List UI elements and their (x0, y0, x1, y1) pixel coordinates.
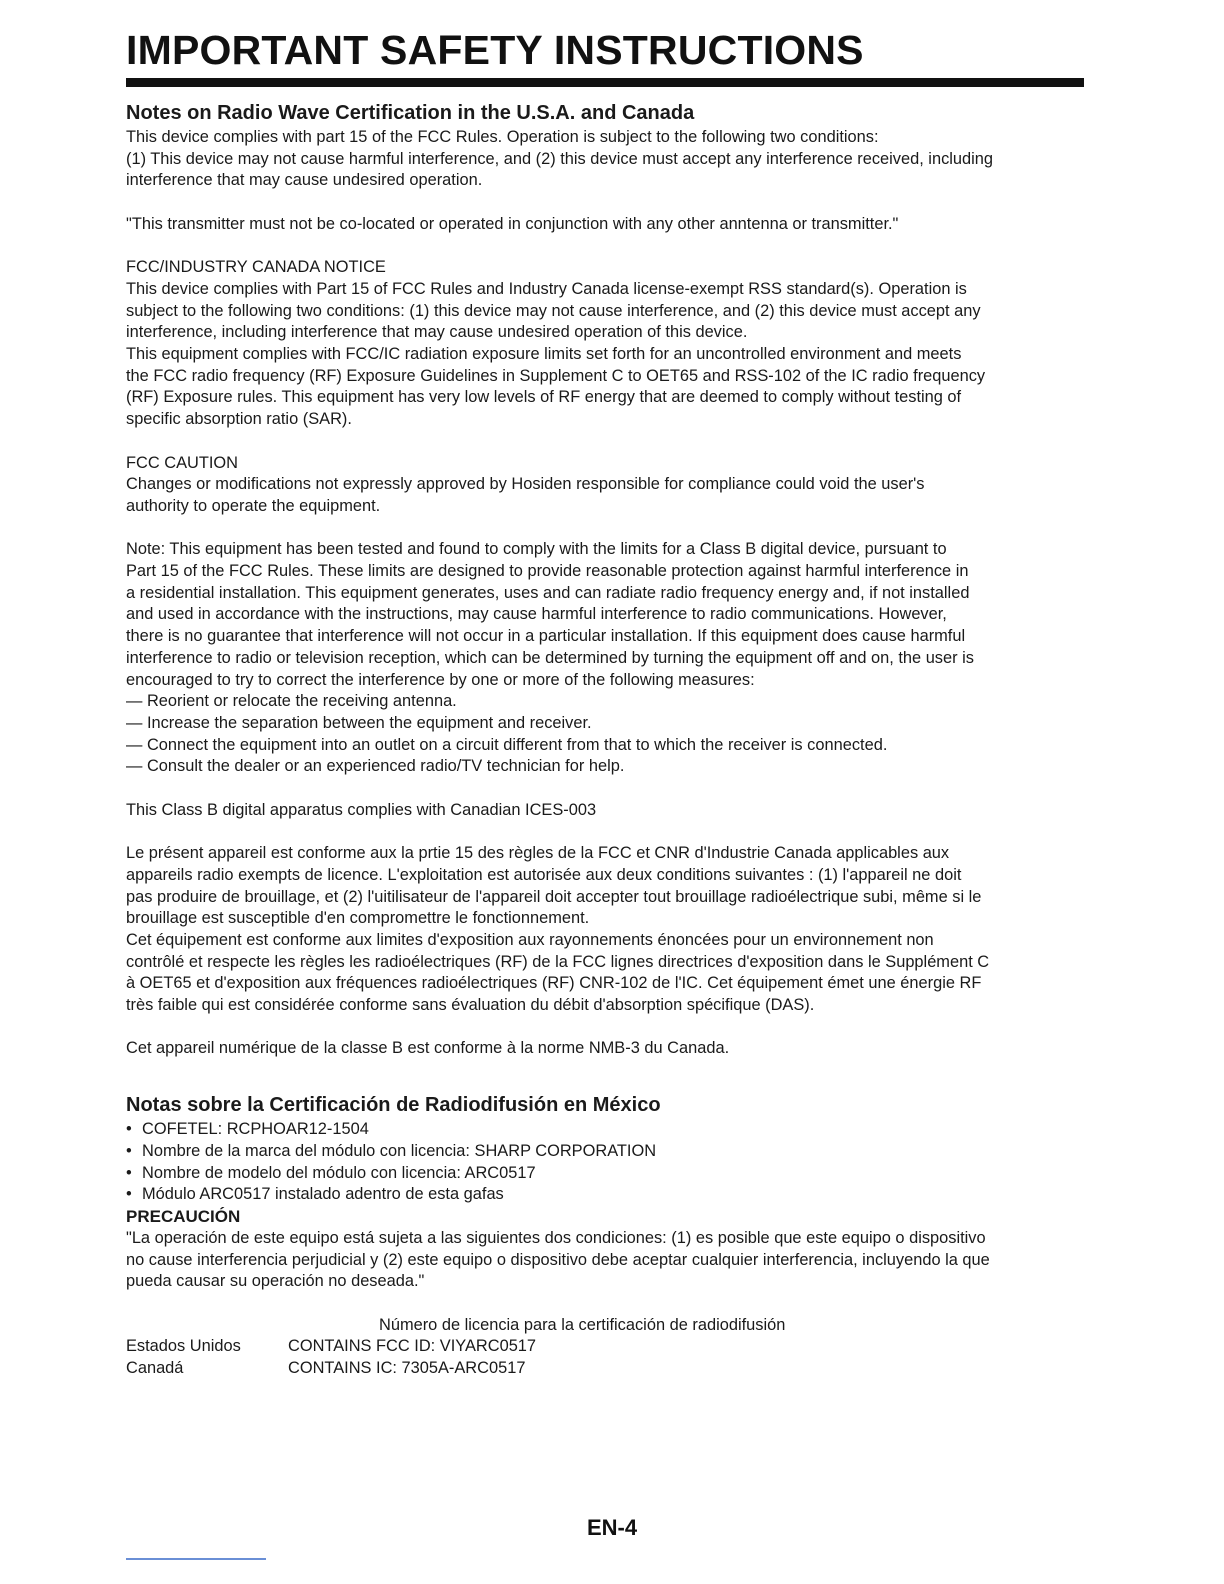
precaucion-title: PRECAUCIÓN (126, 1206, 241, 1226)
country-cell: Canadá (126, 1359, 184, 1378)
text-line: no cause interferencia perjudicial y (2) este equipo o dispositivo debe aceptar cualquier interferencia, incluyendo la que (126, 1250, 990, 1269)
list-item: • Nombre de la marca del módulo con licencia: SHARP CORPORATION (126, 1141, 1086, 1163)
text-line: (1) This device may not cause harmful interference, and (2) this device must accept any interference received, including (126, 149, 994, 168)
fcc-ic-notice-title: FCC/INDUSTRY CANADA NOTICE (126, 258, 386, 277)
text-line: Changes or modifications not expressly approved by Hosiden responsible for compliance could void the user's (126, 475, 925, 494)
text-line: pas produire de brouillage, et (2) l'uitilisateur de l'appareil doit accepter tout brouillage radioélectrique subi, même si le (126, 887, 982, 906)
text-line: and used in accordance with the instructions, may cause harmful interference to radio communications. However, (126, 605, 947, 624)
list-item: • COFETEL: RCPHOAR12-1504 (126, 1119, 1086, 1141)
transmitter-note: "This transmitter must not be co-located or operated in conjunction with any other anntenna or transmitter." (126, 214, 899, 233)
text-line: interference that may cause undesired operation. (126, 171, 483, 190)
measure-item: — Reorient or relocate the receiving antenna. (126, 692, 457, 711)
license-table (126, 1336, 536, 1379)
measure-item: — Connect the equipment into an outlet on a circuit different from that to which the receiver is connected. (126, 735, 888, 754)
text-line: encouraged to try to correct the interference by one or more of the following measures: (126, 670, 755, 689)
text-line: pueda causar su operación no deseada." (126, 1272, 425, 1291)
page-number: EN-4 (586, 1515, 638, 1540)
license-id-cell: CONTAINS FCC ID: VIYARC0517 (288, 1337, 537, 1356)
text-line: (RF) Exposure rules. This equipment has very low levels of RF energy that are deemed to comply without testing of (126, 388, 962, 407)
license-id-cell: CONTAINS IC: 7305A-ARC0517 (288, 1359, 526, 1378)
license-bullet-list (126, 1119, 1086, 1206)
text-line: "La operación de este equipo está sujeta a las siguientes dos condiciones: (1) es posible que este equipo o dispositivo (126, 1228, 986, 1247)
text-line: contrôlé et respecte les règles les radioélectriques (RF) de la FCC lignes directrices d'exposition dans le Supplément C (126, 952, 990, 971)
text-line: appareils radio exempts de licence. L'exploitation est autorisée aux deux conditions suivantes : (1) l'appareil ne doit (126, 865, 962, 884)
list-item: • Nombre de modelo del módulo con licencia: ARC0517 (126, 1163, 1086, 1185)
usa-canada-body (126, 127, 1086, 1060)
measure-item: — Consult the dealer or an experienced radio/TV technician for help. (126, 757, 625, 776)
title-rule (126, 78, 1084, 87)
text-line: a residential installation. This equipment generates, uses and can radiate radio frequency energy and, if not installed (126, 583, 970, 602)
footer-divider (126, 1558, 266, 1560)
page-title: IMPORTANT SAFETY INSTRUCTIONS (126, 27, 864, 73)
section-heading-usa-canada: Notes on Radio Wave Certification in the U.S.A. and Canada (126, 102, 695, 124)
country-cell: Estados Unidos (126, 1337, 241, 1356)
text-line: subject to the following two conditions: (1) this device may not cause interference, and (2) this device must accept any (126, 301, 981, 320)
text-line: très faible qui est considérée conforme sans évaluation du débit d'absorption spécifique (DAS). (126, 996, 815, 1015)
text-line: Le présent appareil est conforme aux la prtie 15 des règles de la FCC et CNR d'Industrie Canada applicables aux (126, 844, 950, 863)
text-line: specific absorption ratio (SAR). (126, 410, 352, 429)
list-item: • Módulo ARC0517 instalado adentro de esta gafas (126, 1184, 1086, 1206)
text-line: there is no guarantee that interference will not occur in a particular installation. If this equipment does cause harmful (126, 627, 966, 646)
measure-item: — Increase the separation between the equipment and receiver. (126, 713, 592, 732)
text-line: Cet équipement est conforme aux limites d'exposition aux rayonnements énoncées pour un environnement non (126, 930, 934, 949)
document-page (126, 28, 1086, 1380)
text-line: Part 15 of the FCC Rules. These limits are designed to provide reasonable protection against harmful interference in (126, 562, 969, 580)
text-line: This equipment complies with FCC/IC radiation exposure limits set forth for an uncontrolled environment and meets (126, 345, 962, 363)
mexico-body (126, 1119, 1086, 1380)
text-line: interference, including interference that may cause undesired operation of this device. (126, 323, 748, 342)
text-line: Note: This equipment has been tested and found to comply with the limits for a Class B digital device, pursuant to (126, 540, 947, 559)
table-row (126, 1336, 536, 1358)
text-line: interference to radio or television reception, which can be determined by turning the equipment off and on, the user is (126, 648, 974, 667)
text-line: This device complies with Part 15 of FCC Rules and Industry Canada license-exempt RSS standard(s). Operation is (126, 279, 967, 298)
text-line: the FCC radio frequency (RF) Exposure Guidelines in Supplement C to OET65 and RSS-102 of the IC radio frequency (126, 366, 986, 385)
license-table-header: Número de licencia para la certificación de radiodifusión (379, 1315, 786, 1334)
text-line: brouillage est susceptible d'en compromettre le fonctionnement. (126, 909, 590, 928)
ices-statement: This Class B digital apparatus complies with Canadian ICES-003 (126, 800, 597, 819)
text-line: authority to operate the equipment. (126, 496, 381, 515)
nmb-statement: Cet appareil numérique de la classe B est conforme à la norme NMB-3 du Canada. (126, 1039, 730, 1058)
text-line: This device complies with part 15 of the FCC Rules. Operation is subject to the following two conditions: (126, 128, 879, 146)
section-heading-mexico: Notas sobre la Certificación de Radiodifusión en México (126, 1094, 661, 1117)
table-row (126, 1358, 536, 1380)
text-line: à OET65 et d'exposition aux fréquences radioélectriques (RF) CNR-102 de l'IC. Cet équipement émet une énergie RF (126, 974, 982, 993)
fcc-caution-title: FCC CAUTION (126, 453, 238, 472)
